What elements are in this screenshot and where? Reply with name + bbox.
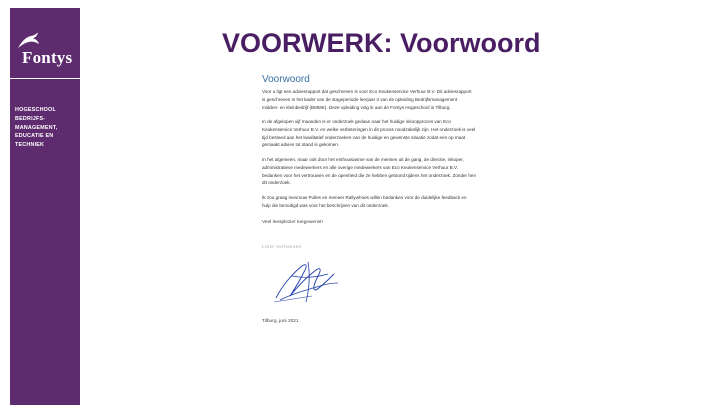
document-page <box>262 74 524 334</box>
place-date: Tilburg, juni 2021 <box>262 319 299 324</box>
author-name: Lotte Verhoeven <box>262 244 302 249</box>
paragraph-line: Keukenservice Verhuur B.V. en welke verbeteringen in dit proces noodzakelijk zijn. Het onderzoek is veel <box>262 126 476 132</box>
paragraph-4 <box>262 194 524 210</box>
paragraph-line: Ik zou graag mevrouw Pulles en meneer Rallywhoes willen bedanken voor de duidelijke feedback en <box>262 195 467 200</box>
paragraph-3 <box>262 156 524 187</box>
paragraph-line: tijd besteed aan het kwalitatief onderzoeken van de huidige en gewenste situatie zodat een op maat <box>262 134 466 140</box>
paragraph-2 <box>262 118 524 149</box>
slide-title: VOORWERK: Voorwoord <box>222 28 541 58</box>
paragraph-line: In het algemeen, maar ook door het enthousiasme van de mensen uit de gang, de directie, inkoper, <box>262 157 464 162</box>
school-line: HOGESCHOOL <box>15 107 56 113</box>
school-line: BEDRIJFS- <box>15 115 46 122</box>
school-line: EDUCATIE EN <box>15 133 54 140</box>
paragraph-1 <box>262 88 524 111</box>
closing-line: Veel leesplezier toegewenst! <box>262 220 323 225</box>
document-heading: Voorwoord <box>262 74 310 85</box>
paragraph-line: midden- en kleinbedrijf (BMMK). Deze opleiding volg ik aan de Fontys Hogeschool in Tilburg. <box>262 104 451 110</box>
paragraph-line: Voor u ligt een adviesrapport dat geschreven is voor Eco Keukenservice Verhuur B.V. Dit adviesrapport <box>262 89 472 94</box>
handwritten-signature <box>272 256 342 306</box>
paragraph-line: bedanken voor het vertrouwen en de openheid die ze hebben getoond tijdens het onderzoek. Zonder hen <box>262 172 477 178</box>
paragraph-line: hulp die benodigd was voor het beschrijven van dit onderzoek. <box>262 202 389 208</box>
paragraph-line: gemaakt advies tot stand is gekomen. <box>262 142 340 148</box>
paragraph-line: administratieve medewerkers en alle overige medewerkers van Eco Keukenservice Verhuur B.V. <box>262 164 458 170</box>
school-line: TECHNIEK <box>15 142 45 149</box>
paragraph-line: In de afgelopen vijf maanden is er onderzoek gedaan naar het huidige inkoopproces van Eco <box>262 119 451 124</box>
school-name <box>15 106 79 150</box>
paragraph-line: dit onderzoek. <box>262 180 291 186</box>
paragraph-line: is geschreven in het kader van de stageperiode leerjaar 3 van de opleiding Bedrijfsmanagement <box>262 96 458 102</box>
fontys-logo <box>10 8 80 79</box>
school-line: MANAGEMENT, <box>15 124 58 131</box>
sidebar <box>10 8 80 405</box>
logo-text: Fontys <box>22 48 73 67</box>
